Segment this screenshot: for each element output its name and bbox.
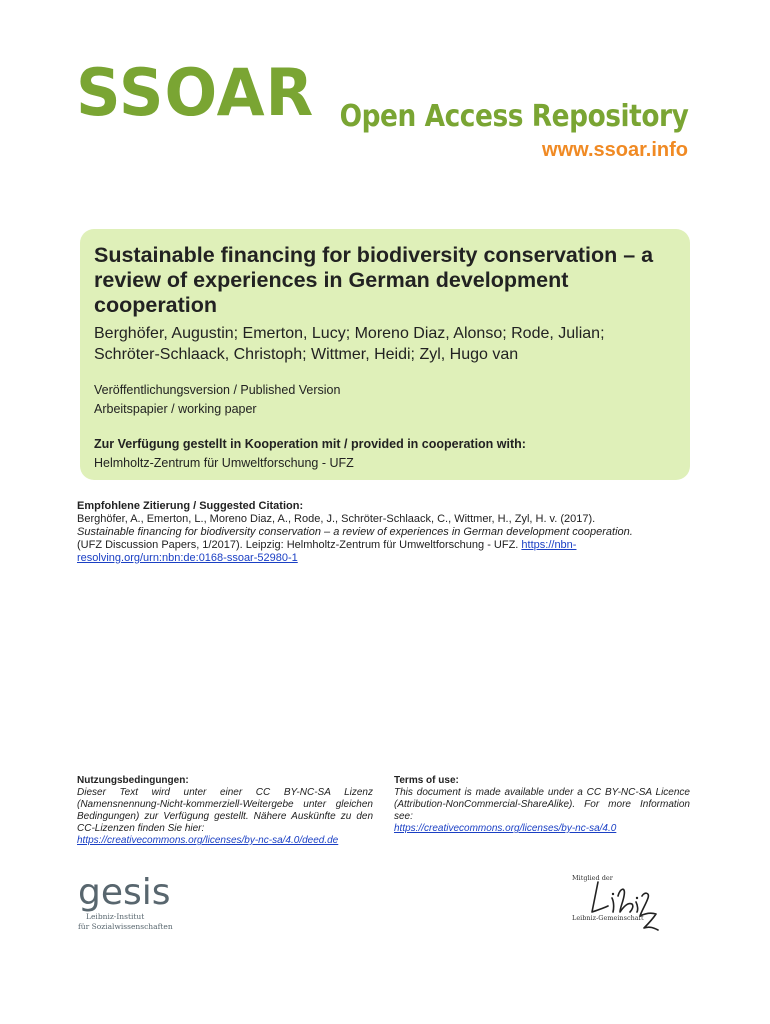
terms-english	[394, 775, 690, 835]
terms-en-label: Terms of use:	[394, 775, 459, 786]
gesis-sub-2: für Sozialwissenschaften	[78, 922, 173, 931]
citation-authors: Berghöfer, A., Emerton, L., Moreno Diaz, A., Rode, J., Schröter-Schlaack, C., Wittmer, H., Zyl, H. v. (2017).	[77, 513, 596, 525]
document-versions	[94, 381, 676, 419]
provided-label: Zur Verfügung gestellt in Kooperation mit / provided in cooperation with:	[94, 437, 526, 451]
gesis-logo	[78, 872, 188, 932]
terms-en-link[interactable]: https://creativecommons.org/licenses/by-nc-sa/4.0	[394, 823, 617, 834]
citation-link[interactable]: https://nbn-resolving.org/urn:nbn:de:0168-ssoar-52980-1	[77, 539, 577, 564]
gesis-logo-text: gesis	[78, 872, 171, 913]
terms-de-text: Dieser Text wird unter einer CC BY-NC-SA Lizenz (Namensnennung-Nicht-kommerziell-Weitergebe unter gleichen Bedingungen) zur Verfügung gestellt. Nähere Auskünfte zu den CC-Lizenzen finden Sie hier:	[77, 787, 373, 834]
document-authors	[94, 323, 676, 365]
document-title: Sustainable financing for biodiversity conservation – a review of experiences in German development cooperation	[94, 243, 654, 317]
ssoar-logo: SSOAR	[76, 54, 315, 131]
gesis-sub-1: Leibniz-Institut	[86, 912, 145, 921]
authors-line-2: Schröter-Schlaack, Christoph; Wittmer, Heidi; Zyl, Hugo van	[94, 346, 519, 363]
published-version: Veröffentlichungsversion / Published Version	[94, 383, 341, 397]
citation-source-text: (UFZ Discussion Papers, 1/2017). Leipzig: Helmholtz-Zentrum für Umweltforschung - UFZ.	[77, 539, 519, 551]
citation-title: Sustainable financing for biodiversity conservation – a review of experiences in German development cooperation.	[77, 526, 633, 538]
terms-de-label: Nutzungsbedingungen:	[77, 775, 189, 786]
leibniz-top-text: Mitglied der	[572, 874, 613, 882]
leibniz-signature-icon	[592, 882, 658, 930]
repository-title: Open Access Repository	[339, 99, 688, 134]
suggested-citation	[77, 500, 682, 565]
citation-label: Empfohlene Zitierung / Suggested Citation:	[77, 500, 304, 512]
citation-source	[77, 539, 682, 565]
terms-en-text: This document is made available under a CC BY-NC-SA Licence (Attribution-NonCommercial-ShareAlike). For more Information see:	[394, 787, 690, 822]
leibniz-sub-text: Leibniz-Gemeinschaft	[572, 914, 644, 922]
terms-de-link[interactable]: https://creativecommons.org/licenses/by-nc-sa/4.0/deed.de	[77, 835, 339, 846]
repository-url[interactable]: www.ssoar.info	[542, 139, 688, 161]
terms-german	[77, 775, 373, 847]
leibniz-dot-1	[612, 893, 614, 895]
leibniz-logo	[568, 868, 668, 934]
provided-in-cooperation	[94, 435, 676, 473]
leibniz-dot-2	[636, 897, 638, 899]
document-type: Arbeitspapier / working paper	[94, 402, 257, 416]
document-info-box	[80, 229, 690, 480]
authors-line-1: Berghöfer, Augustin; Emerton, Lucy; Moreno Diaz, Alonso; Rode, Julian;	[94, 325, 605, 342]
provided-organization: Helmholtz-Zentrum für Umweltforschung - UFZ	[94, 456, 354, 470]
